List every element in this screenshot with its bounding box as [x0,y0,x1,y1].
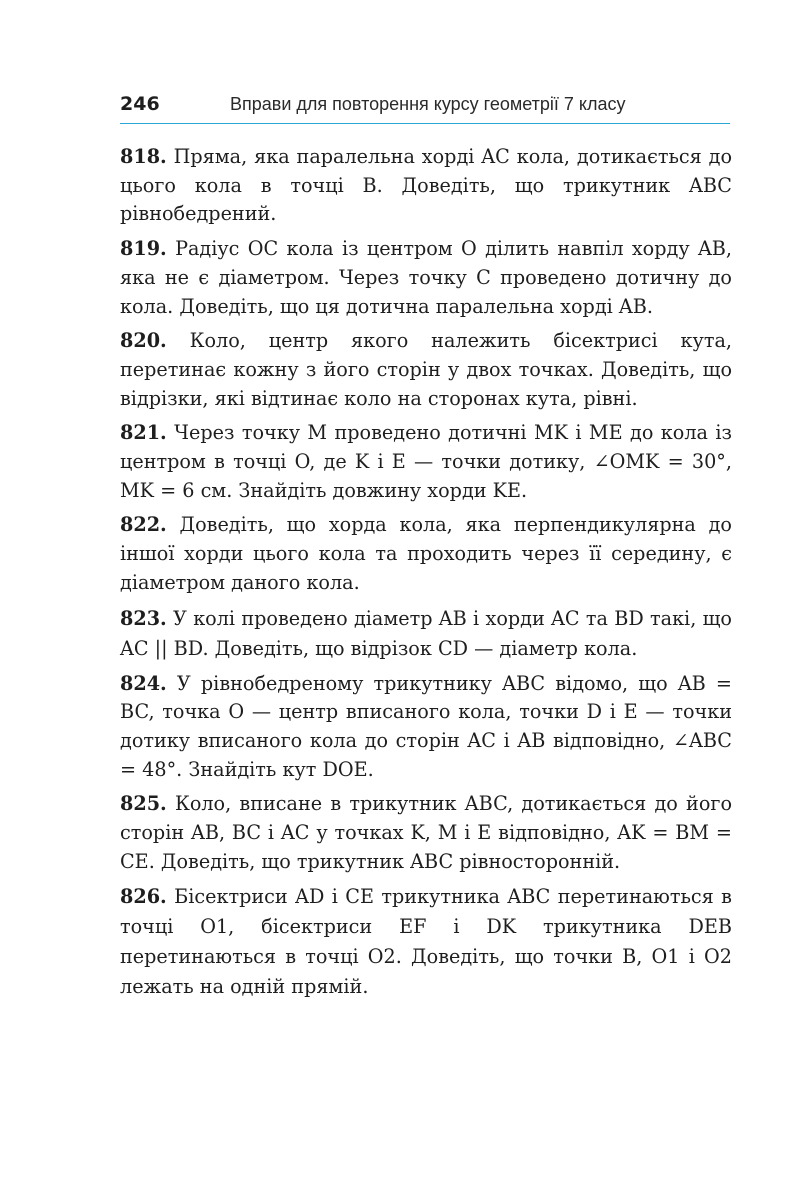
exercise-824 [120,670,732,785]
page-header [120,93,730,123]
exercise-text: Радіус OC кола із центром O ділить навпіл хорду AB, яка не є діаметром. Через точку C проведено дотичну до кола. Доведіть, що ця дотична паралельна хорді AB. [120,237,732,318]
exercise-text: Коло, центр якого належить бісектрисі кута, перетинає кожну з його сторін у двох точках. Доведіть, що відрізки, які відтинає коло на сторонах кута, рівні. [120,329,732,410]
exercise-number: 822. [120,513,167,537]
exercise-list [120,143,732,1008]
exercise-text: У рівнобедреному трикутнику ABC відомо, що AB = BC, точка O — центр вписаного кола, точки D і E — точки дотику вписаного кола до сторін AC і AB відповідно, ∠ABC = 48°. Знайдіть кут DOE. [120,671,732,781]
exercise-number: 825. [120,792,167,816]
exercise-826 [120,882,732,1002]
header-rule [120,123,730,124]
exercise-825 [120,790,732,876]
exercise-823 [120,604,732,664]
exercise-text: У колі проведено діаметр AB і хорди AC та BD такі, що AC || BD. Доведіть, що відрізок CD — діаметр кола. [120,606,732,660]
exercise-text: Бісектриси AD і CE трикутника ABC перетинаються в точці O1, бісектриси EF і DK трикутника DEB перетинаються в точці O2. Доведіть, що точки B, O1 і O2 лежать на одній прямій. [120,885,732,999]
exercise-number: 820. [120,329,167,353]
exercise-number: 826. [120,885,167,909]
exercise-820 [120,327,732,413]
exercise-number: 824. [120,671,167,695]
running-title: Вправи для повторення курсу геометрії 7 класу [230,94,626,114]
exercise-number: 821. [120,421,167,445]
page-number: 246 [120,93,160,115]
exercise-822 [120,511,732,597]
exercise-number: 823. [120,606,167,630]
exercise-text: Коло, вписане в трикутник ABC, дотикається до його сторін AB, BC і AC у точках K, M і E відповідно, AK = BM = CE. Доведіть, що трикутник ABC рівносторонній. [120,792,732,873]
exercise-818 [120,143,732,229]
exercise-text: Пряма, яка паралельна хорді AC кола, дотикається до цього кола в точці B. Доведіть, що трикутник ABC рівнобедрений. [120,145,733,226]
exercise-821 [120,419,732,505]
exercise-number: 818. [120,145,167,168]
exercise-text: Через точку M проведено дотичні MK і ME до кола із центром в точці O, де K і E — точки дотику, ∠OMK = 30°, MK = 6 см. Знайдіть довжину хорди KE. [120,421,732,502]
exercise-number: 819. [120,237,167,261]
exercise-text: Доведіть, що хорда кола, яка перпендикулярна до іншої хорди цього кола та проходить через її середину, є діаметром даного кола. [120,513,732,594]
exercise-819 [120,235,732,321]
